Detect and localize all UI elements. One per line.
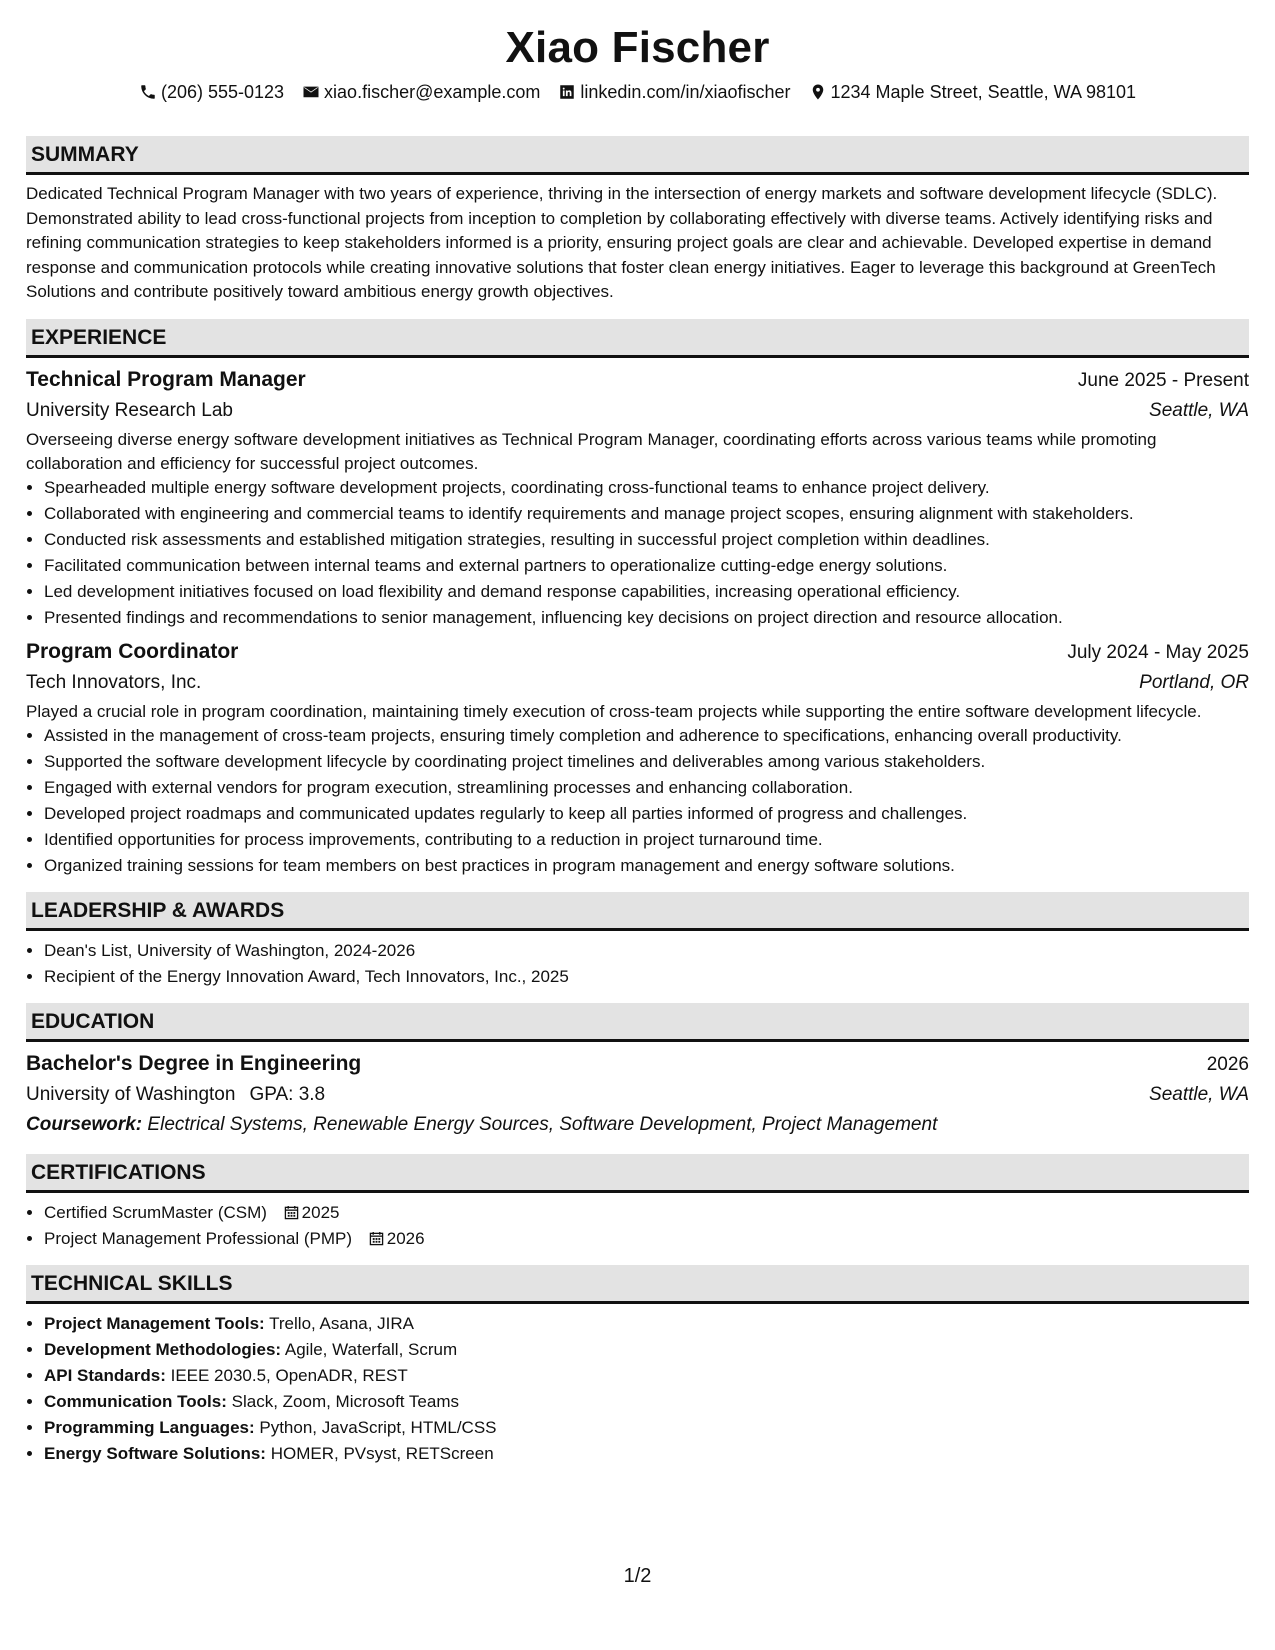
calendar-icon <box>369 1231 384 1246</box>
list-item <box>44 1416 1249 1440</box>
list-item <box>44 1227 1249 1251</box>
school-line <box>26 1080 325 1110</box>
degree-title: Bachelor's Degree in Engineering <box>26 1051 362 1075</box>
list-item: • Led development initiatives focused on load flexibility and demand response capabilities, increasing operational efficiency. <box>44 580 1249 604</box>
job-organization: University Research Lab <box>26 399 233 421</box>
job-title: Technical Program Manager <box>26 367 306 391</box>
certifications-list <box>26 1201 1249 1251</box>
school-location: Seattle, WA <box>1149 1083 1249 1105</box>
leadership-list <box>26 939 1249 989</box>
coursework-label: Coursework: <box>26 1113 143 1135</box>
phone-text: (206) 555-0123 <box>160 82 285 102</box>
list-item: • Assisted in the management of cross-team projects, ensuring timely completion and adherence to specifications, enhancing overall productivity. <box>44 724 1249 748</box>
list-item: • Dean's List, University of Washington, 2024-2026 <box>44 939 1249 963</box>
list-item <box>44 1442 1249 1466</box>
skill-label: Development Methodologies: <box>44 1339 282 1359</box>
list-item <box>44 1338 1249 1362</box>
map-pin-icon <box>809 83 827 101</box>
skill-value: IEEE 2030.5, OpenADR, REST <box>170 1365 408 1385</box>
contact-email <box>302 78 540 106</box>
job-dates: July 2024 - May 2025 <box>1067 641 1249 663</box>
certifications-heading: CERTIFICATIONS <box>26 1154 1249 1193</box>
job-location: Portland, OR <box>1139 671 1249 693</box>
graduation-year: 2026 <box>1206 1053 1249 1075</box>
job-description: Played a crucial role in program coordination, maintaining timely execution of cross-team projects while supporting the entire software development lifecycle. <box>26 701 1202 721</box>
contact-phone <box>139 78 284 106</box>
skill-value: HOMER, PVsyst, RETScreen <box>270 1443 494 1463</box>
certification-year: 2026 <box>386 1228 425 1248</box>
skill-label: API Standards: <box>44 1365 166 1385</box>
list-item <box>44 1390 1249 1414</box>
job-entry-1 <box>26 365 1249 630</box>
coursework-list: Electrical Systems, Renewable Energy Sources, Software Development, Project Management <box>147 1113 938 1135</box>
list-item: • Engaged with external vendors for program execution, streamlining processes and enhancing collaboration. <box>44 776 1249 800</box>
list-item: • Identified opportunities for process improvements, contributing to a reduction in project turnaround time. <box>44 828 1249 852</box>
linkedin-icon <box>558 83 576 101</box>
list-item: • Collaborated with engineering and commercial teams to identify requirements and manage project scopes, ensuring alignment with stakeholders. <box>44 502 1249 526</box>
list-item <box>44 1364 1249 1388</box>
list-item: • Organized training sessions for team members on best practices in program management and energy software solutions. <box>44 854 1249 878</box>
envelope-icon <box>302 83 320 101</box>
summary-heading: SUMMARY <box>26 136 1249 175</box>
list-item <box>44 1312 1249 1336</box>
address-text: 1234 Maple Street, Seattle, WA 98101 <box>830 82 1137 102</box>
summary-text: Dedicated Technical Program Manager with two years of experience, thriving in the intersection of energy markets and software development lifecycle (SDLC). Demonstrated ability to lead cross-functional projects from inception to completion by collaborating effectively with diverse teams. Actively identifying risks and refining communication strategies to keep stakeholders informed is a priority, ensuring project goals are clear and achievable. Developed expertise in demand response and communication protocols while creating innovative solutions that foster clean energy initiatives. Eager to leverage this background at GreenTech Solutions and contribute positively toward ambitious energy growth objectives. <box>26 184 1218 301</box>
job-bullets <box>26 476 1249 630</box>
list-item: • Conducted risk assessments and established mitigation strategies, resulting in successful project completion within deadlines. <box>44 528 1249 552</box>
skill-value: Agile, Waterfall, Scrum <box>284 1339 458 1359</box>
certification-name: Certified ScrumMaster (CSM) <box>44 1202 267 1222</box>
job-title: Program Coordinator <box>26 639 239 663</box>
education-entry <box>26 1049 1249 1140</box>
job-organization: Tech Innovators, Inc. <box>26 671 202 693</box>
skills-list <box>26 1312 1249 1466</box>
job-location: Seattle, WA <box>1149 399 1249 421</box>
skill-label: Programming Languages: <box>44 1417 255 1437</box>
contact-bar <box>26 78 1249 106</box>
skill-value: Python, JavaScript, HTML/CSS <box>259 1417 497 1437</box>
list-item: • Developed project roadmaps and communicated updates regularly to keep all parties informed of progress and challenges. <box>44 802 1249 826</box>
page-number: 1/2 <box>623 1565 652 1587</box>
list-item: • Facilitated communication between internal teams and external partners to operationalize cutting-edge energy solutions. <box>44 554 1249 578</box>
calendar-icon <box>284 1205 299 1220</box>
list-item: • Spearheaded multiple energy software development projects, coordinating cross-functional teams to enhance project delivery. <box>44 476 1249 500</box>
list-item: • Presented findings and recommendations to senior management, influencing key decisions on project direction and resource allocation. <box>44 606 1249 630</box>
skill-label: Energy Software Solutions: <box>44 1443 266 1463</box>
job-description: Overseeing diverse energy software development initiatives as Technical Program Manager, coordinating efforts across various teams while promoting collaboration and efficiency for successful project outcomes. <box>26 429 1157 473</box>
skill-label: Project Management Tools: <box>44 1313 265 1333</box>
linkedin-text[interactable]: linkedin.com/in/xiaofischer <box>580 82 791 102</box>
certification-name: Project Management Professional (PMP) <box>44 1228 353 1248</box>
leadership-heading: LEADERSHIP & AWARDS <box>26 892 1249 931</box>
gpa: GPA: 3.8 <box>249 1083 326 1105</box>
skills-heading: TECHNICAL SKILLS <box>26 1265 1249 1304</box>
skill-label: Communication Tools: <box>44 1391 227 1411</box>
list-item: • Supported the software development lifecycle by coordinating project timelines and deliverables among various stakeholders. <box>44 750 1249 774</box>
contact-address <box>809 78 1137 106</box>
school-name: University of Washington <box>26 1083 236 1105</box>
list-item <box>44 1201 1249 1225</box>
experience-heading: EXPERIENCE <box>26 319 1249 358</box>
skill-value: Slack, Zoom, Microsoft Teams <box>231 1391 459 1411</box>
education-heading: EDUCATION <box>26 1003 1249 1042</box>
phone-icon <box>139 83 157 101</box>
coursework <box>26 1110 1249 1140</box>
job-dates: June 2025 - Present <box>1077 369 1249 391</box>
contact-linkedin <box>558 78 790 106</box>
list-item: • Recipient of the Energy Innovation Award, Tech Innovators, Inc., 2025 <box>44 965 1249 989</box>
job-entry-2 <box>26 637 1249 878</box>
email-text[interactable]: xiao.fischer@example.com <box>324 82 541 102</box>
candidate-name: Xiao Fischer <box>505 23 770 72</box>
certification-year: 2025 <box>301 1202 340 1222</box>
skill-value: Trello, Asana, JIRA <box>269 1313 415 1333</box>
job-bullets <box>26 724 1249 878</box>
